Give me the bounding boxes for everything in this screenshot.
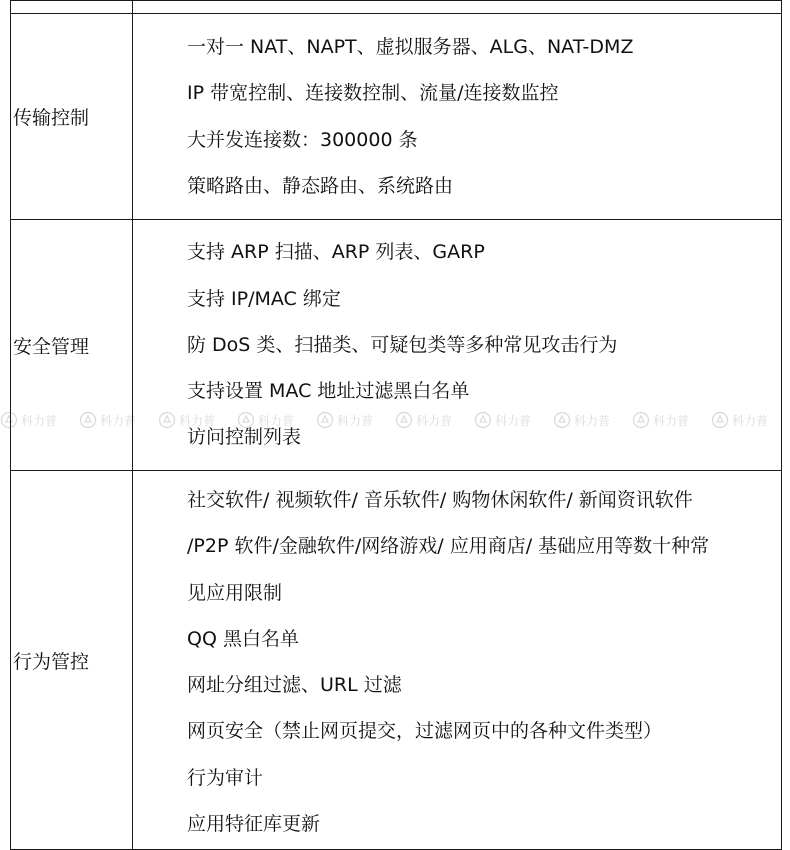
feature-item: 支持 IP/MAC 绑定 — [187, 287, 341, 310]
table-row-top-partial — [11, 1, 782, 14]
feature-item: 见应用限制 — [187, 581, 283, 604]
feature-item: 大并发连接数：300000 条 — [187, 128, 418, 151]
items-cell — [133, 220, 782, 471]
watermark-text: 科力普 — [258, 413, 295, 428]
feature-item: 访问控制列表 — [187, 426, 302, 449]
feature-list — [187, 229, 781, 460]
watermark-text: 科力普 — [495, 413, 532, 428]
feature-item: 网址分组过滤、URL 过滤 — [187, 674, 402, 697]
feature-item: 网页安全（禁止网页提交，过滤网页中的各种文件类型） — [187, 720, 663, 743]
category-cell: 行为管控 — [11, 471, 133, 850]
watermark-text: 科力普 — [179, 413, 216, 428]
feature-item: QQ 黑白名单 — [187, 627, 299, 650]
feature-list — [187, 477, 781, 847]
watermark-text: 科力普 — [21, 413, 58, 428]
watermark-text: 科力普 — [337, 413, 374, 428]
table-row-behavior-control — [11, 471, 782, 850]
items-cell — [133, 471, 782, 850]
feature-list — [187, 24, 781, 209]
table-row-transport-control — [11, 14, 782, 220]
category-cell: 传输控制 — [11, 14, 133, 220]
feature-item: 防 DoS 类、扫描类、可疑包类等多种常见攻击行为 — [187, 333, 618, 356]
feature-item: 社交软件/ 视频软件/ 音乐软件/ 购物休闲软件/ 新闻资讯软件 — [187, 489, 693, 511]
watermark-text: 科力普 — [732, 413, 769, 428]
feature-item: 策略路由、静态路由、系统路由 — [187, 174, 454, 197]
watermark-text: 科力普 — [416, 413, 453, 428]
table-row-security-management — [11, 220, 782, 471]
feature-item: 支持设置 MAC 地址过滤黑白名单 — [187, 380, 470, 403]
feature-item: 一对一 NAT、NAPT、虚拟服务器、ALG、NAT-DMZ — [187, 35, 634, 58]
watermark-text: 科力普 — [100, 413, 137, 428]
spec-table — [10, 0, 782, 850]
feature-item: 行为审计 — [187, 766, 264, 789]
category-cell: 安全管理 — [11, 220, 133, 471]
watermark-text: 科力普 — [653, 413, 690, 428]
category-cell-empty — [11, 1, 133, 14]
feature-item: /P2P 软件/金融软件/网络游戏/ 应用商店/ 基础应用等数十种常 — [187, 535, 710, 558]
items-cell — [133, 14, 782, 220]
items-cell-empty — [133, 1, 782, 14]
feature-item: 应用特征库更新 — [187, 813, 321, 836]
feature-item: 支持 ARP 扫描、ARP 列表、GARP — [187, 241, 485, 264]
feature-item: IP 带宽控制、连接数控制、流量/连接数监控 — [187, 82, 559, 105]
watermark-text: 科力普 — [574, 413, 611, 428]
